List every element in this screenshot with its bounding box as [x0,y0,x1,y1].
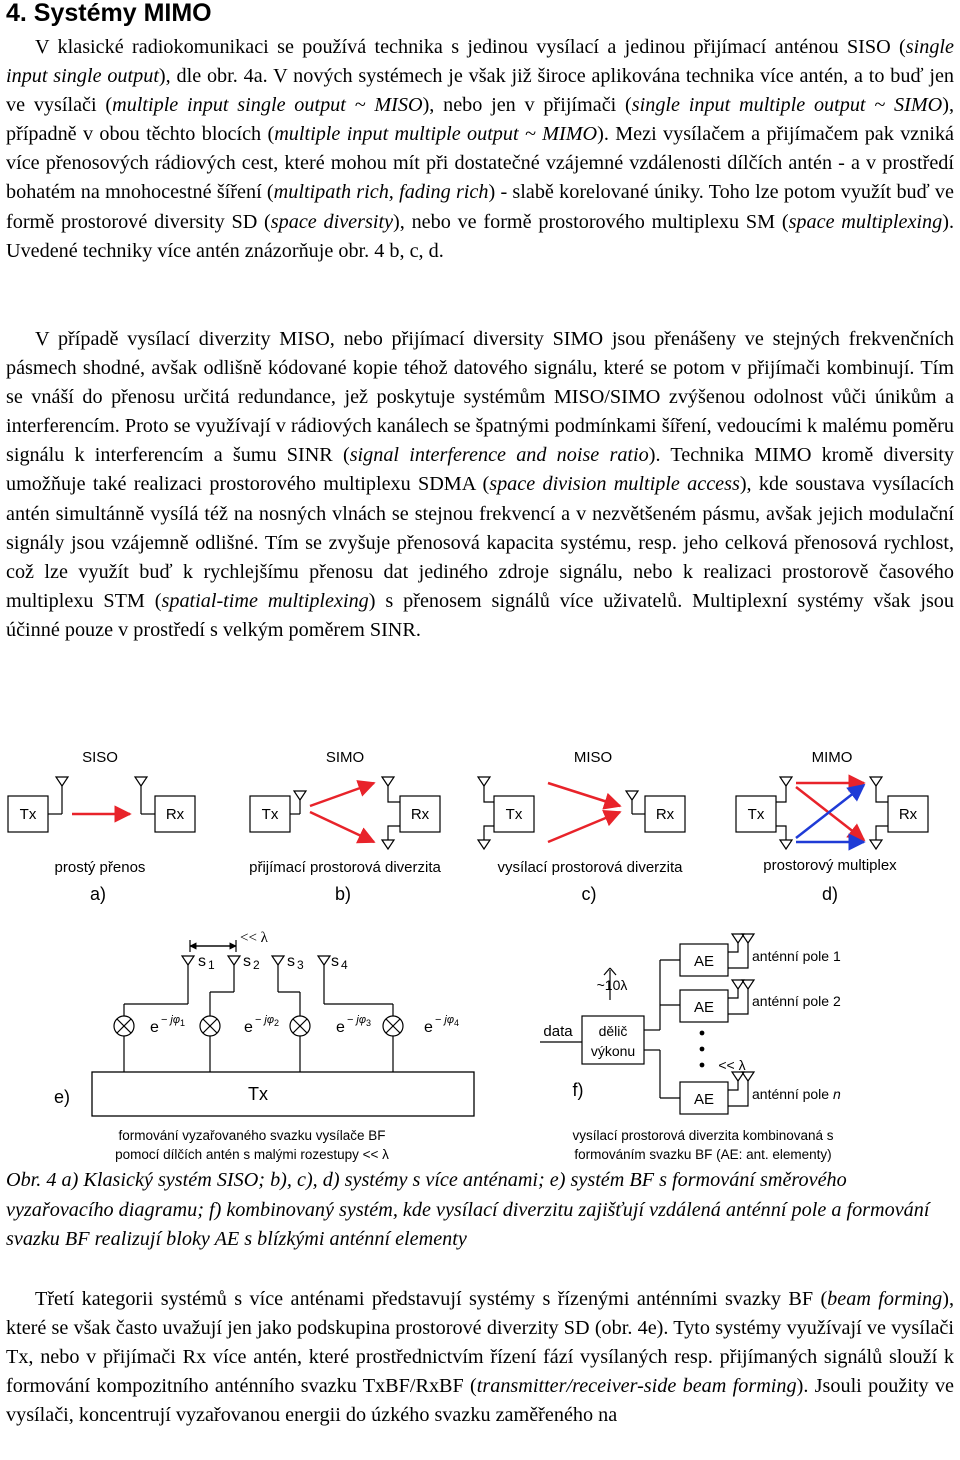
phase-factor: e $^{- j\varphi}$3 [336,1014,372,1036]
antenna-icon [318,956,330,965]
paragraph-1 [6,33,954,266]
rx-label: Rx [655,806,675,823]
diagram-b-label: přijímací prostorová diverzita [249,859,441,876]
text-run-italic: space multiplexing [788,210,943,233]
antenna-icon [294,791,306,800]
antenna-icon [135,777,147,786]
text-run-italic: single input single output [6,36,954,88]
section-heading: 4. Systémy MIMO [6,0,212,27]
diagram-e-caption-1: formování vyzařovaného svazku vysílače BF [118,1128,386,1143]
text-run-italic: single input multiple output ~ SIMO [631,94,943,117]
diagram-a-title: SISO [82,749,118,766]
ellipsis-dot [700,1047,705,1052]
diagram-e-letter: e) [53,1087,71,1107]
signal-label: s 3 [287,953,304,972]
text-run: ), kde soustava vysílacích antén simultánně vysílá též na nosných vlnách se stejnou frekvencí a v nezvětšeném pásmu, avšak jejich modulační signály jsou vzájemně odlišné. Tím se zvyšuje přenosová kapacita systému, resp. jeho celková přenosová rychlost, což lze využít buď k rychlejšímu přenosu dat jediného zdroje signálu, nebo k realizaci prostorově časového multiplexu STM ( [6,473,954,612]
diagram-d-title: MIMO [811,749,853,766]
text-run: ), které se však často uvažují jen jako podskupina prostorové diverzity SD (obr. 4e). Tyto systémy využívají ve vysílači Tx, nebo v přijímači Rx více antén, které prostřednictvím řízení fází vysílaných resp. přijímaných signálů slouží k formování kompozitního anténního svazku TxBF/RxBF ( [6,1288,954,1398]
text-run: ). Mezi vysílačem a přijímačem pak vzniká více přenosových rádiových cest, které mohou mít při dostatečné vzájemné vzdálenosti dílčích antén - a v prostředí bohatém na mnohocestné šíření ( [6,123,954,204]
text-run-italic: multiple input multiple output ~ MIMO [274,123,598,146]
text-run-italic: space division multiple access [489,473,740,496]
text-run-italic: multiple input single output ~ MISO [112,94,423,117]
diagram-f-letter: f) [572,1080,584,1100]
diagram-c-letter: c) [581,884,597,904]
diagram-a-siso [8,749,195,904]
ellipsis-dot [700,1063,705,1068]
diagram-b-letter: b) [334,884,352,904]
antenna-icon [780,777,792,786]
divider-label-2: výkonu [590,1043,636,1059]
signal-label: s 1 [198,953,215,972]
antenna-icon [870,840,882,849]
text-run-italic: signal interference and noise ratio [349,444,649,467]
antenna-icon [228,956,240,965]
diagram-c-miso [478,749,685,904]
antenna-array-n-label: anténní pole n [752,1086,841,1102]
text-run: ), případně v obou těchto blocích ( [6,94,954,146]
diagram-e-caption-2: pomocí dílčích antén s malými rozestupy << λ [115,1147,389,1162]
phase-factor: e $^{- j\varphi}$1 [150,1014,186,1036]
antenna-icon [382,840,394,849]
text-run: ), nebo jen v přijímači ( [422,94,632,117]
antenna-icon [626,791,638,800]
paragraph-2 [6,325,954,645]
ae-label: AE [693,999,715,1016]
text-run-italic: spatial-time multiplexing [161,589,369,612]
diagram-d-label: prostorový multiplex [763,857,897,874]
tx-label: Tx [261,806,279,823]
text-run: ). Technika MIMO kromě diversity umožňuje také realizaci prostorového multiplexu SDMA ( [6,444,954,496]
text-run: ) s přenosem signálů více uživatelů. Multiplexní systémy však jsou účinné pouze v prostředí s velkým poměrem SINR. [6,589,954,641]
tx-label: Tx [19,806,37,823]
antenna-icon [478,840,490,849]
signal-label: s 2 [243,953,260,972]
text-run-italic: transmitter/receiver-side beam forming [476,1375,797,1398]
text-run: V případě vysílací diverzity MISO, nebo přijímací diversity SIMO jsou přenášeny ve stejných frekvenčních pásmech shodné, avšak odlišně kódované kopie téhož datového signálu, které se potom v přijímači kombinují. Tím se vnáší do přenosu určitá redundance, jež poskytuje systémům MISO/SIMO zvýšenou odolnost vůči únikům a interferencím. Proto se využívají v rádiových kanálech se špatnými podmínkami šíření, vedoucími k malému poměru signálu k interferencím a šumu SINR ( [6,328,954,467]
antenna-icon [182,956,194,965]
divider-label-1: dělič [598,1023,628,1039]
diagram-f-caption-2: formováním svazku BF (AE: ant. elementy) [574,1147,832,1162]
diagram-b-title: SIMO [325,749,365,766]
text-run: ), nebo ve formě prostorového multiplexu SM ( [393,210,789,233]
phase-factor: e $^{- j\varphi}$2 [244,1014,280,1036]
diagram-a-label: prostý přenos [54,859,146,876]
rx-label: Rx [898,806,918,823]
diagram-f-combined [540,934,841,1162]
antenna-array-1-label: anténní pole 1 [752,948,841,964]
text-run: ). Uvedené techniky více antén znázorňuje obr. 4 b, c, d. [6,210,954,262]
diagram-c-title: MISO [573,749,613,766]
diagram-c-label: vysílací prostorová diverzita [497,859,683,876]
tx-label: Tx [747,806,765,823]
tx-label: Tx [248,1084,268,1104]
text-run-italic: space diversity [270,210,394,233]
antenna-icon [780,840,792,849]
signal-label: s 4 [331,953,348,972]
diagram-f-caption-1: vysílací prostorová diverzita kombinovaná s [572,1128,834,1143]
rx-label: Rx [410,806,430,823]
text-run: ). Jsouli použity ve vysílači, koncentrují vyzařovanou energii do úzkého svazku zaměřeného na [6,1375,954,1427]
figure-caption: Obr. 4 a) Klasický systém SISO; b), c), d) systémy s více anténami; e) systém BF s formování směrového vyzařovacího diagramu; f) kombinovaný systém, kde vysílací diverzitu zajišťují vzdálená anténní pole a formování svazku BF realizují bloky AE s blízkými anténní elementy [6,1169,930,1250]
spacing-near-label: << λ [718,1057,746,1073]
spacing-far-label: ~10λ [596,977,628,993]
diagram-e-beamforming [54,930,474,1162]
antenna-icon [478,777,490,786]
text-run-italic: multipath rich, fading rich [273,181,489,204]
text-run-italic: beam forming [827,1288,943,1310]
text-run: V klasické radiokomunikaci se používá technika s jedinou vysílací a jedinou přijímací anténou SISO ( [35,36,906,58]
spacing-label: << λ [240,930,268,946]
diagram-b-simo [249,749,441,904]
figure-4 [0,725,960,1165]
tx-label: Tx [505,806,523,823]
ellipsis-dot [700,1031,705,1036]
diagram-a-letter: a) [89,884,107,904]
tx-block [92,1072,474,1116]
antenna-icon [56,777,68,786]
ae-label: AE [693,953,715,970]
data-label: data [543,1023,573,1040]
text-run: ), dle obr. 4a. V nových systémech je však již široce aplikována technika více antén, a to buď jen ve vysílači ( [6,65,954,117]
antenna-icon [382,777,394,786]
ae-label: AE [693,1091,715,1108]
text-run: ) - slabě korelované úniky. Toho lze potom využít buď ve formě prostorové diversity SD ( [6,181,954,233]
antenna-icon [870,777,882,786]
phase-factor: e $^{- j\varphi}$4 [424,1014,460,1036]
diagram-d-letter: d) [821,884,839,904]
text-run: Třetí kategorii systémů s více anténami představují systémy s řízenými anténními svazky BF ( [35,1288,828,1310]
antenna-icon [272,956,284,965]
paragraph-3 [6,1285,954,1430]
rx-label: Rx [165,806,185,823]
antenna-array-2-label: anténní pole 2 [752,993,841,1009]
diagram-d-mimo [736,749,928,904]
